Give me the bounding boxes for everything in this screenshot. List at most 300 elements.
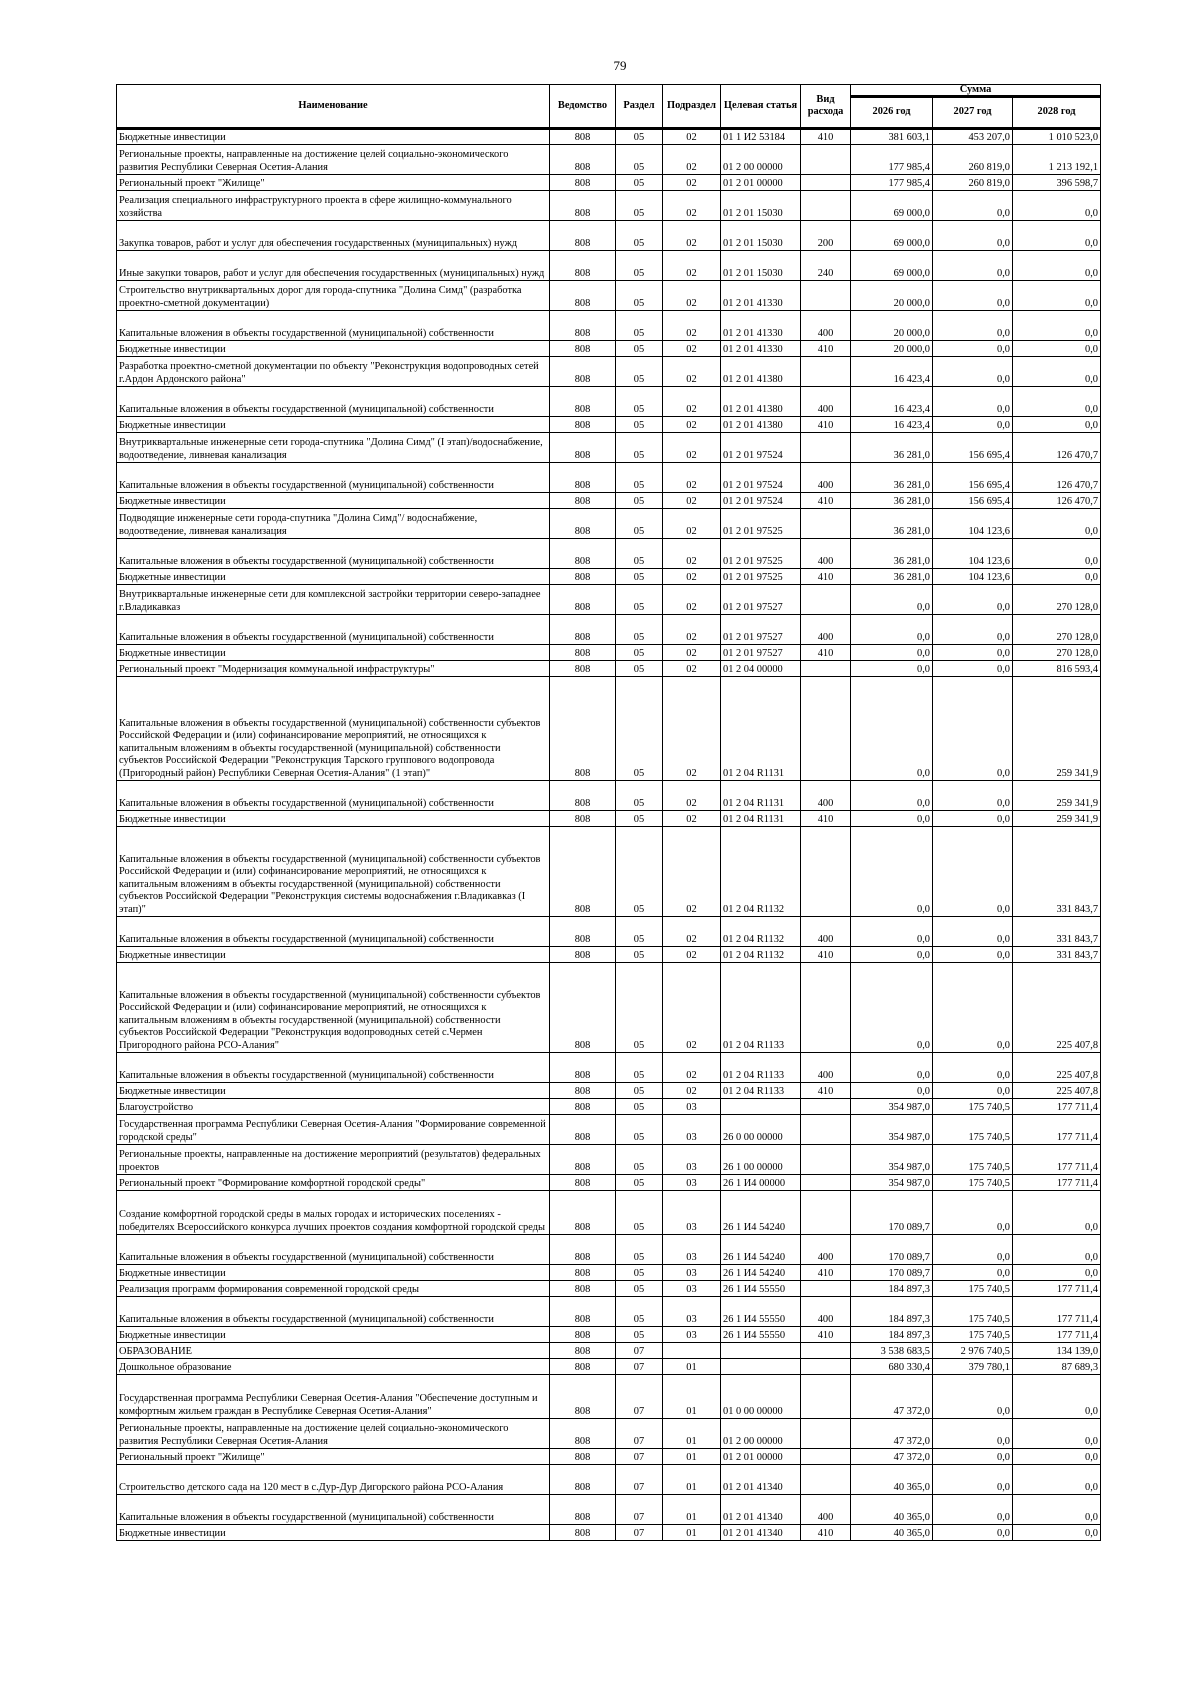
cell-tselevaya-statya: 01 2 01 97524 <box>721 463 801 493</box>
cell-razdel: 05 <box>616 677 663 781</box>
cell-sum-2027: 0,0 <box>933 191 1013 221</box>
table-row <box>117 963 1101 1053</box>
cell-podrazdel: 03 <box>663 1099 721 1115</box>
cell-tselevaya-statya: 01 2 01 15030 <box>721 221 801 251</box>
cell-podrazdel: 02 <box>663 251 721 281</box>
cell-vid-raskhoda <box>801 1375 851 1419</box>
cell-sum-2026: 16 423,4 <box>851 417 933 433</box>
cell-vid-raskhoda: 410 <box>801 1525 851 1541</box>
cell-razdel: 05 <box>616 1083 663 1099</box>
cell-sum-2028: 177 711,4 <box>1013 1281 1101 1297</box>
cell-tselevaya-statya: 01 2 01 41330 <box>721 311 801 341</box>
cell-name: Бюджетные инвестиции <box>117 129 550 145</box>
cell-sum-2026: 40 365,0 <box>851 1465 933 1495</box>
cell-name: Строительство детского сада на 120 мест в с.Дур-Дур Дигорского района РСО-Алания <box>117 1465 550 1495</box>
cell-podrazdel: 02 <box>663 661 721 677</box>
cell-podrazdel: 02 <box>663 1053 721 1083</box>
cell-name: Капитальные вложения в объекты государственной (муниципальной) собственности <box>117 311 550 341</box>
cell-vid-raskhoda <box>801 1343 851 1359</box>
cell-name: Государственная программа Республики Северная Осетия-Алания "Формирование современной городской среды" <box>117 1115 550 1145</box>
cell-sum-2028: 0,0 <box>1013 191 1101 221</box>
cell-sum-2028: 0,0 <box>1013 1419 1101 1449</box>
cell-vedomstvo: 808 <box>550 917 616 947</box>
cell-sum-2026: 69 000,0 <box>851 191 933 221</box>
cell-razdel: 05 <box>616 1281 663 1297</box>
table-row <box>117 1449 1101 1465</box>
cell-sum-2026: 0,0 <box>851 781 933 811</box>
table-row <box>117 1115 1101 1145</box>
cell-vedomstvo: 808 <box>550 281 616 311</box>
cell-vid-raskhoda: 410 <box>801 1083 851 1099</box>
table-row <box>117 827 1101 917</box>
cell-vid-raskhoda: 400 <box>801 1297 851 1327</box>
cell-name: ОБРАЗОВАНИЕ <box>117 1343 550 1359</box>
cell-vid-raskhoda <box>801 1115 851 1145</box>
cell-sum-2026: 0,0 <box>851 585 933 615</box>
cell-name: Региональный проект "Жилище" <box>117 1449 550 1465</box>
table-row <box>117 1265 1101 1281</box>
cell-sum-2026: 16 423,4 <box>851 387 933 417</box>
cell-tselevaya-statya: 26 1 И4 55550 <box>721 1281 801 1297</box>
cell-sum-2027: 0,0 <box>933 1375 1013 1419</box>
cell-podrazdel <box>663 1343 721 1359</box>
cell-vedomstvo: 808 <box>550 569 616 585</box>
cell-sum-2027: 156 695,4 <box>933 493 1013 509</box>
cell-vid-raskhoda <box>801 1099 851 1115</box>
cell-tselevaya-statya: 01 2 04 R1133 <box>721 1083 801 1099</box>
cell-sum-2027: 0,0 <box>933 645 1013 661</box>
cell-tselevaya-statya: 01 2 04 R1132 <box>721 947 801 963</box>
table-row <box>117 493 1101 509</box>
table-row <box>117 1375 1101 1419</box>
table-row <box>117 311 1101 341</box>
cell-sum-2027: 0,0 <box>933 677 1013 781</box>
header-vedomstvo: Ведомство <box>550 85 616 129</box>
cell-vid-raskhoda <box>801 677 851 781</box>
cell-razdel: 07 <box>616 1449 663 1465</box>
cell-vedomstvo: 808 <box>550 677 616 781</box>
cell-razdel: 07 <box>616 1375 663 1419</box>
cell-sum-2027: 175 740,5 <box>933 1327 1013 1343</box>
cell-tselevaya-statya: 01 2 04 R1133 <box>721 963 801 1053</box>
cell-podrazdel: 03 <box>663 1235 721 1265</box>
cell-vid-raskhoda: 400 <box>801 615 851 645</box>
cell-vedomstvo: 808 <box>550 175 616 191</box>
cell-sum-2028: 225 407,8 <box>1013 963 1101 1053</box>
cell-name: Создание комфортной городской среды в малых городах и исторических поселениях - победителях Всероссийского конкурса лучших проектов создания комфортной городской среды <box>117 1191 550 1235</box>
cell-name: Благоустройство <box>117 1099 550 1115</box>
cell-razdel: 05 <box>616 341 663 357</box>
cell-razdel: 05 <box>616 191 663 221</box>
cell-razdel: 07 <box>616 1343 663 1359</box>
cell-sum-2026: 20 000,0 <box>851 311 933 341</box>
cell-tselevaya-statya: 01 2 01 15030 <box>721 251 801 281</box>
table-row <box>117 661 1101 677</box>
cell-razdel: 05 <box>616 417 663 433</box>
cell-name: Дошкольное образование <box>117 1359 550 1375</box>
cell-razdel: 05 <box>616 1235 663 1265</box>
cell-razdel: 05 <box>616 1053 663 1083</box>
cell-sum-2027: 0,0 <box>933 357 1013 387</box>
cell-name: Строительство внутриквартальных дорог для города-спутника "Долина Симд" (разработка проектно-сметной документации) <box>117 281 550 311</box>
cell-tselevaya-statya: 26 1 И4 55550 <box>721 1297 801 1327</box>
cell-name: Внутриквартальные инженерные сети для комплексной застройки территории северо-западнее г.Владикавказ <box>117 585 550 615</box>
cell-sum-2026: 170 089,7 <box>851 1191 933 1235</box>
cell-sum-2027: 175 740,5 <box>933 1115 1013 1145</box>
cell-sum-2026: 170 089,7 <box>851 1235 933 1265</box>
cell-name: Капитальные вложения в объекты государственной (муниципальной) собственности <box>117 387 550 417</box>
table-row <box>117 1145 1101 1175</box>
table-row <box>117 947 1101 963</box>
cell-vid-raskhoda: 410 <box>801 341 851 357</box>
cell-vedomstvo: 808 <box>550 1495 616 1525</box>
cell-vedomstvo: 808 <box>550 1327 616 1343</box>
cell-vid-raskhoda: 410 <box>801 1265 851 1281</box>
cell-vedomstvo: 808 <box>550 661 616 677</box>
cell-vedomstvo: 808 <box>550 811 616 827</box>
cell-name: Капитальные вложения в объекты государственной (муниципальной) собственности <box>117 781 550 811</box>
cell-podrazdel: 02 <box>663 781 721 811</box>
cell-sum-2027: 0,0 <box>933 341 1013 357</box>
table-row <box>117 341 1101 357</box>
cell-podrazdel: 02 <box>663 585 721 615</box>
cell-name: Бюджетные инвестиции <box>117 493 550 509</box>
cell-vedomstvo: 808 <box>550 1175 616 1191</box>
cell-razdel: 05 <box>616 1099 663 1115</box>
cell-vid-raskhoda: 400 <box>801 387 851 417</box>
cell-name: Капитальные вложения в объекты государственной (муниципальной) собственности субъектов Российской Федерации и (или) софинансирование мероприятий, не относящихся к капитальным вложениям в объекты государственной (муниципальной) собственности субъектов Российской Федерации "Реконструкция водопроводных сетей с.Чермен Пригородного района РСО-Алания" <box>117 963 550 1053</box>
cell-razdel: 05 <box>616 1175 663 1191</box>
cell-vedomstvo: 808 <box>550 357 616 387</box>
table-row <box>117 1465 1101 1495</box>
cell-sum-2026: 36 281,0 <box>851 493 933 509</box>
table-row <box>117 417 1101 433</box>
cell-podrazdel: 02 <box>663 539 721 569</box>
cell-podrazdel: 01 <box>663 1525 721 1541</box>
cell-vedomstvo: 808 <box>550 947 616 963</box>
cell-name: Бюджетные инвестиции <box>117 947 550 963</box>
cell-sum-2028: 0,0 <box>1013 1191 1101 1235</box>
cell-sum-2027: 0,0 <box>933 311 1013 341</box>
cell-vedomstvo: 808 <box>550 827 616 917</box>
cell-vedomstvo: 808 <box>550 1359 616 1375</box>
cell-vedomstvo: 808 <box>550 387 616 417</box>
cell-vedomstvo: 808 <box>550 1099 616 1115</box>
cell-sum-2028: 0,0 <box>1013 221 1101 251</box>
header-name: Наименование <box>117 85 550 129</box>
cell-tselevaya-statya: 01 2 01 97524 <box>721 493 801 509</box>
cell-name: Бюджетные инвестиции <box>117 811 550 827</box>
cell-vid-raskhoda <box>801 281 851 311</box>
cell-sum-2027: 175 740,5 <box>933 1145 1013 1175</box>
cell-tselevaya-statya: 01 2 01 97524 <box>721 433 801 463</box>
cell-sum-2026: 0,0 <box>851 947 933 963</box>
cell-sum-2027: 175 740,5 <box>933 1281 1013 1297</box>
cell-razdel: 07 <box>616 1419 663 1449</box>
cell-podrazdel: 02 <box>663 917 721 947</box>
cell-sum-2027: 0,0 <box>933 917 1013 947</box>
table-row <box>117 811 1101 827</box>
cell-tselevaya-statya <box>721 1343 801 1359</box>
cell-name: Иные закупки товаров, работ и услуг для обеспечения государственных (муниципальных) нужд <box>117 251 550 281</box>
cell-razdel: 05 <box>616 175 663 191</box>
cell-sum-2027: 0,0 <box>933 1449 1013 1465</box>
cell-sum-2027: 0,0 <box>933 251 1013 281</box>
cell-razdel: 05 <box>616 281 663 311</box>
table-row <box>117 281 1101 311</box>
table-row <box>117 1235 1101 1265</box>
header-vid-raskhoda: Вид расхода <box>801 85 851 129</box>
cell-vid-raskhoda <box>801 1175 851 1191</box>
cell-sum-2028: 259 341,9 <box>1013 811 1101 827</box>
cell-vid-raskhoda <box>801 357 851 387</box>
cell-sum-2027: 0,0 <box>933 221 1013 251</box>
cell-sum-2028: 0,0 <box>1013 1265 1101 1281</box>
cell-name: Бюджетные инвестиции <box>117 645 550 661</box>
cell-podrazdel: 02 <box>663 963 721 1053</box>
cell-name: Капитальные вложения в объекты государственной (муниципальной) собственности субъектов Российской Федерации и (или) софинансирование мероприятий, не относящихся к капитальным вложениям в объекты государственной (муниципальной) собственности субъектов Российской Федерации "Реконструкция системы водоснабжения г.Владикавказ (I этап)" <box>117 827 550 917</box>
cell-podrazdel: 02 <box>663 615 721 645</box>
cell-sum-2028: 87 689,3 <box>1013 1359 1101 1375</box>
cell-tselevaya-statya: 01 2 01 15030 <box>721 191 801 221</box>
table-row <box>117 129 1101 145</box>
cell-sum-2026: 36 281,0 <box>851 463 933 493</box>
cell-name: Бюджетные инвестиции <box>117 1265 550 1281</box>
cell-sum-2028: 0,0 <box>1013 1449 1101 1465</box>
table-row <box>117 1083 1101 1099</box>
cell-razdel: 05 <box>616 569 663 585</box>
cell-sum-2027: 260 819,0 <box>933 175 1013 191</box>
cell-sum-2026: 47 372,0 <box>851 1419 933 1449</box>
cell-podrazdel: 03 <box>663 1281 721 1297</box>
header-podrazdel: Подраздел <box>663 85 721 129</box>
cell-sum-2027: 0,0 <box>933 417 1013 433</box>
cell-vid-raskhoda: 410 <box>801 1327 851 1343</box>
table-row <box>117 1281 1101 1297</box>
cell-tselevaya-statya: 01 2 04 R1132 <box>721 827 801 917</box>
cell-sum-2028: 259 341,9 <box>1013 781 1101 811</box>
cell-podrazdel: 03 <box>663 1175 721 1191</box>
cell-name: Бюджетные инвестиции <box>117 341 550 357</box>
cell-vid-raskhoda: 200 <box>801 221 851 251</box>
cell-tselevaya-statya: 01 2 04 R1133 <box>721 1053 801 1083</box>
cell-sum-2028: 0,0 <box>1013 357 1101 387</box>
cell-vedomstvo: 808 <box>550 781 616 811</box>
cell-tselevaya-statya: 01 2 01 97527 <box>721 585 801 615</box>
cell-sum-2026: 0,0 <box>851 827 933 917</box>
cell-sum-2026: 36 281,0 <box>851 509 933 539</box>
cell-vedomstvo: 808 <box>550 221 616 251</box>
table-row <box>117 1191 1101 1235</box>
cell-sum-2028: 177 711,4 <box>1013 1099 1101 1115</box>
cell-podrazdel: 02 <box>663 811 721 827</box>
cell-name: Капитальные вложения в объекты государственной (муниципальной) собственности <box>117 917 550 947</box>
cell-vedomstvo: 808 <box>550 1343 616 1359</box>
cell-podrazdel: 01 <box>663 1465 721 1495</box>
cell-sum-2026: 680 330,4 <box>851 1359 933 1375</box>
cell-sum-2026: 0,0 <box>851 1083 933 1099</box>
cell-tselevaya-statya: 01 2 01 00000 <box>721 1449 801 1465</box>
cell-podrazdel: 02 <box>663 221 721 251</box>
cell-sum-2028: 0,0 <box>1013 539 1101 569</box>
cell-razdel: 05 <box>616 661 663 677</box>
cell-sum-2027: 156 695,4 <box>933 433 1013 463</box>
cell-sum-2027: 0,0 <box>933 661 1013 677</box>
cell-sum-2028: 177 711,4 <box>1013 1145 1101 1175</box>
cell-sum-2028: 0,0 <box>1013 1465 1101 1495</box>
cell-sum-2026: 177 985,4 <box>851 145 933 175</box>
cell-sum-2027: 453 207,0 <box>933 129 1013 145</box>
cell-razdel: 05 <box>616 811 663 827</box>
cell-name: Капитальные вложения в объекты государственной (муниципальной) собственности <box>117 615 550 645</box>
cell-name: Региональный проект "Модернизация коммунальной инфраструктуры" <box>117 661 550 677</box>
cell-vedomstvo: 808 <box>550 129 616 145</box>
cell-sum-2027: 0,0 <box>933 585 1013 615</box>
cell-vedomstvo: 808 <box>550 1281 616 1297</box>
cell-razdel: 05 <box>616 539 663 569</box>
header-razdel: Раздел <box>616 85 663 129</box>
table-row <box>117 1053 1101 1083</box>
cell-sum-2026: 36 281,0 <box>851 433 933 463</box>
cell-razdel: 05 <box>616 615 663 645</box>
cell-name: Капитальные вложения в объекты государственной (муниципальной) собственности <box>117 463 550 493</box>
table-row <box>117 251 1101 281</box>
cell-sum-2027: 156 695,4 <box>933 463 1013 493</box>
cell-sum-2028: 0,0 <box>1013 1525 1101 1541</box>
cell-tselevaya-statya: 01 2 04 R1131 <box>721 811 801 827</box>
cell-razdel: 07 <box>616 1495 663 1525</box>
cell-name: Капитальные вложения в объекты государственной (муниципальной) собственности <box>117 1297 550 1327</box>
cell-podrazdel: 02 <box>663 387 721 417</box>
cell-sum-2028: 126 470,7 <box>1013 493 1101 509</box>
table-row <box>117 1297 1101 1327</box>
cell-razdel: 05 <box>616 827 663 917</box>
cell-sum-2026: 40 365,0 <box>851 1495 933 1525</box>
cell-razdel: 05 <box>616 433 663 463</box>
cell-sum-2026: 354 987,0 <box>851 1115 933 1145</box>
cell-razdel: 05 <box>616 963 663 1053</box>
cell-vid-raskhoda: 410 <box>801 645 851 661</box>
cell-vedomstvo: 808 <box>550 341 616 357</box>
cell-podrazdel: 02 <box>663 493 721 509</box>
cell-vedomstvo: 808 <box>550 493 616 509</box>
cell-tselevaya-statya: 01 2 01 97525 <box>721 569 801 585</box>
cell-sum-2027: 379 780,1 <box>933 1359 1013 1375</box>
cell-vid-raskhoda <box>801 175 851 191</box>
cell-podrazdel: 02 <box>663 281 721 311</box>
cell-name: Бюджетные инвестиции <box>117 1525 550 1541</box>
cell-razdel: 05 <box>616 387 663 417</box>
cell-vedomstvo: 808 <box>550 963 616 1053</box>
cell-sum-2027: 0,0 <box>933 281 1013 311</box>
cell-name: Региональные проекты, направленные на достижение мероприятий (результатов) федеральных проектов <box>117 1145 550 1175</box>
cell-vid-raskhoda: 400 <box>801 781 851 811</box>
cell-sum-2027: 0,0 <box>933 811 1013 827</box>
cell-vedomstvo: 808 <box>550 1297 616 1327</box>
cell-vedomstvo: 808 <box>550 417 616 433</box>
cell-sum-2026: 354 987,0 <box>851 1175 933 1191</box>
table-row <box>117 1099 1101 1115</box>
cell-sum-2026: 0,0 <box>851 917 933 947</box>
cell-sum-2028: 331 843,7 <box>1013 827 1101 917</box>
cell-podrazdel: 03 <box>663 1191 721 1235</box>
cell-vid-raskhoda <box>801 145 851 175</box>
cell-vid-raskhoda <box>801 661 851 677</box>
cell-sum-2028: 177 711,4 <box>1013 1327 1101 1343</box>
cell-sum-2027: 0,0 <box>933 1083 1013 1099</box>
cell-sum-2028: 0,0 <box>1013 341 1101 357</box>
cell-sum-2027: 0,0 <box>933 1525 1013 1541</box>
cell-vid-raskhoda: 400 <box>801 917 851 947</box>
cell-razdel: 05 <box>616 1265 663 1281</box>
cell-vid-raskhoda <box>801 509 851 539</box>
cell-tselevaya-statya: 01 2 00 00000 <box>721 1419 801 1449</box>
page-number: 79 <box>613 58 627 73</box>
cell-sum-2026: 354 987,0 <box>851 1145 933 1175</box>
cell-vedomstvo: 808 <box>550 539 616 569</box>
cell-sum-2027: 0,0 <box>933 947 1013 963</box>
table-row <box>117 539 1101 569</box>
cell-razdel: 05 <box>616 493 663 509</box>
cell-vedomstvo: 808 <box>550 1235 616 1265</box>
cell-razdel: 05 <box>616 1327 663 1343</box>
cell-vedomstvo: 808 <box>550 1465 616 1495</box>
cell-tselevaya-statya: 26 1 И4 54240 <box>721 1235 801 1265</box>
cell-vedomstvo: 808 <box>550 509 616 539</box>
table-row <box>117 615 1101 645</box>
cell-podrazdel: 02 <box>663 357 721 387</box>
cell-vid-raskhoda: 410 <box>801 493 851 509</box>
cell-razdel: 05 <box>616 1145 663 1175</box>
cell-sum-2026: 170 089,7 <box>851 1265 933 1281</box>
cell-razdel: 05 <box>616 357 663 387</box>
cell-sum-2026: 0,0 <box>851 1053 933 1083</box>
cell-vedomstvo: 808 <box>550 1525 616 1541</box>
cell-sum-2027: 0,0 <box>933 963 1013 1053</box>
cell-sum-2028: 134 139,0 <box>1013 1343 1101 1359</box>
cell-tselevaya-statya: 01 2 01 00000 <box>721 175 801 191</box>
cell-sum-2027: 0,0 <box>933 615 1013 645</box>
cell-tselevaya-statya: 01 2 01 41330 <box>721 281 801 311</box>
cell-sum-2028: 0,0 <box>1013 417 1101 433</box>
cell-sum-2028: 1 010 523,0 <box>1013 129 1101 145</box>
cell-name: Капитальные вложения в объекты государственной (муниципальной) собственности <box>117 1053 550 1083</box>
table-row <box>117 781 1101 811</box>
cell-podrazdel: 01 <box>663 1449 721 1465</box>
cell-sum-2028: 259 341,9 <box>1013 677 1101 781</box>
table-row <box>117 1359 1101 1375</box>
cell-vedomstvo: 808 <box>550 1449 616 1465</box>
cell-sum-2026: 0,0 <box>851 963 933 1053</box>
cell-podrazdel: 02 <box>663 145 721 175</box>
cell-sum-2026: 0,0 <box>851 811 933 827</box>
cell-tselevaya-statya: 01 2 01 41380 <box>721 357 801 387</box>
cell-tselevaya-statya: 01 2 01 41380 <box>721 417 801 433</box>
cell-tselevaya-statya: 01 2 04 00000 <box>721 661 801 677</box>
cell-sum-2026: 0,0 <box>851 661 933 677</box>
cell-tselevaya-statya: 01 2 01 41330 <box>721 341 801 357</box>
cell-vid-raskhoda <box>801 1191 851 1235</box>
cell-vid-raskhoda: 400 <box>801 311 851 341</box>
cell-tselevaya-statya: 26 1 И4 55550 <box>721 1327 801 1343</box>
cell-name: Реализация специального инфраструктурного проекта в сфере жилищно-коммунального хозяйства <box>117 191 550 221</box>
cell-sum-2028: 1 213 192,1 <box>1013 145 1101 175</box>
cell-sum-2028: 0,0 <box>1013 281 1101 311</box>
cell-tselevaya-statya: 01 2 01 41340 <box>721 1465 801 1495</box>
cell-sum-2028: 270 128,0 <box>1013 645 1101 661</box>
table-row <box>117 569 1101 585</box>
cell-name: Региональный проект "Жилище" <box>117 175 550 191</box>
